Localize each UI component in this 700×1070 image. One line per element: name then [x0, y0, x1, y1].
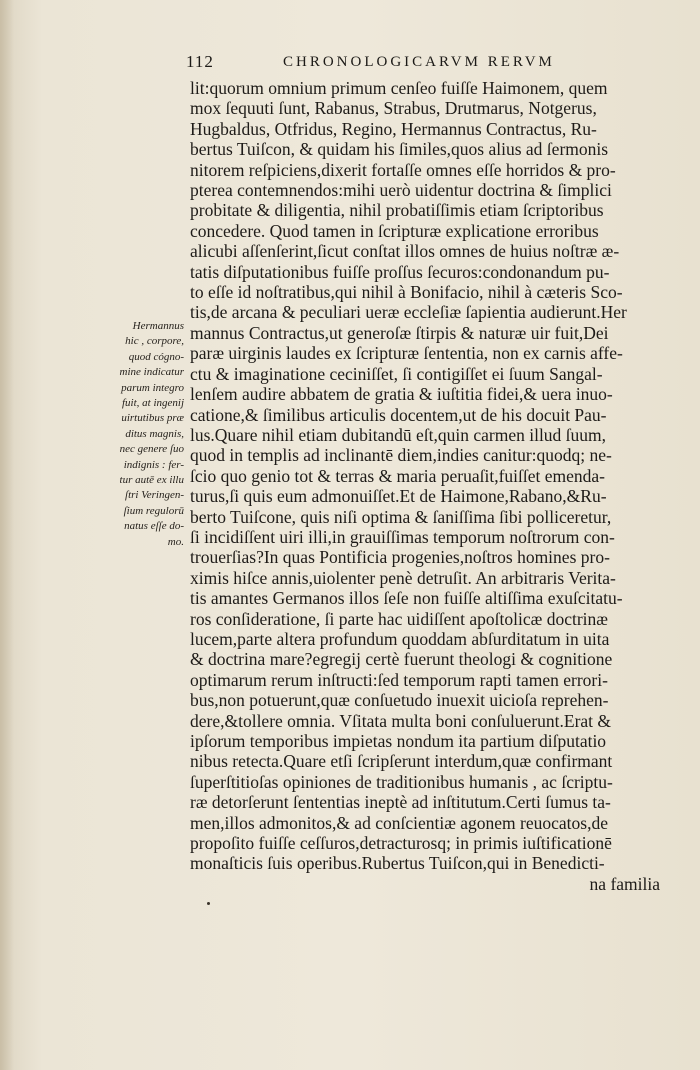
- margin-note-line: Hermannus: [132, 320, 184, 332]
- margin-note-line: natus eſſe do-: [124, 520, 184, 533]
- margin-note-line: hic , corpore,: [125, 335, 184, 348]
- text-line: lus.Quare nihil etiam dubitandū eſt,quin carmen illud ſuum,: [190, 424, 607, 445]
- text-line: ræ detorſerunt ſententias ineptè ad inſtitutum.Certi ſumus ta-: [190, 792, 611, 813]
- page-edge-shadow: [0, 0, 14, 1070]
- text-line: ſcio quo genio tot & terras & maria peruaſit,fuiſſet emenda-: [190, 465, 606, 486]
- text-line: to eſſe id noſtratibus,qui nihil à Bonifacio, nihil à cæteris Sco-: [190, 282, 623, 303]
- text-line: tis,de arcana & peculiari ueræ eccleſiæ ſapientia audierunt.Her: [190, 302, 627, 323]
- text-line: alicubi aſſenſerint,ſicut conſtat illos omnes de huius noſtræ æ-: [190, 241, 620, 262]
- text-line: trouerſias?In quas Pontificia progenies,noſtros homines pro-: [190, 547, 610, 568]
- text-line: nitorem reſpiciens,dixerit fortaſſe omnes eſſe horridos & pro-: [190, 159, 616, 180]
- text-line: lit:quorum omnium primum cenſeo fuiſſe Haimonem, quem: [190, 78, 608, 98]
- text-line: turus,ſi quis eum admonuiſſet.Et de Haimone,Rabano,&Ru-: [190, 486, 607, 507]
- text-line: ſuperſtitioſas opiniones de traditionibus humanis , ac ſcriptu-: [190, 771, 613, 792]
- text-line: berto Tuiſcone, quis niſi optima & ſaniſſima ſibi polliceretur,: [190, 506, 612, 527]
- margin-note-line: fuit, at ingenij: [121, 397, 184, 410]
- margin-note-line: ſtri Veringen-: [125, 489, 184, 502]
- text-line: & doctrina mare?egregij certè fuerunt theologi & cognitione: [190, 649, 613, 670]
- text-line: propoſito fuiſſe ceſſuros,detracturosq; in primis iuſtificationē: [190, 833, 612, 854]
- margin-note-line: quod cógno-: [128, 350, 184, 363]
- text-line: optimarum rerum inſtructi:ſed temporum rapti tamen errori-: [190, 669, 608, 690]
- margin-note-line: nec genere ſuo: [119, 443, 184, 456]
- text-line: ctu & imaginatione ceciniſſet, ſi contigiſſet ei ſuum Sangal-: [190, 363, 603, 384]
- margin-note-line: indignis : fer-: [123, 458, 184, 471]
- text-line: dere,&tollere omnia. Vſitata multa boni conſuluerunt.Erat &: [190, 710, 612, 731]
- text-line: concedere. Quod tamen in ſcripturæ explicatione erroribus: [190, 220, 599, 241]
- text-line: tatis diſputationibus fuiſſe proſſus ſecuros:condonandum pu-: [190, 261, 610, 282]
- text-line: tis amantes Germanos illos ſeſe non fuiſſe altiſſima exuſcitatu-: [190, 588, 623, 609]
- margin-note-line: uirtutibus præ: [121, 412, 184, 425]
- text-line: men,illos admonitos,& ad conſcientiæ agonem reuocatos,de: [190, 812, 608, 833]
- text-line: ſi incidiſſent uiri illi,in grauiſſimas temporum noſtrorum con-: [190, 526, 615, 547]
- margin-note-line: tur autē ex illu: [119, 474, 184, 487]
- text-line: ipſorum temporibus impietas nondum ita partium diſputatio: [190, 731, 607, 751]
- text-line: monaſticis ſuis operibus.Rubertus Tuiſcon,qui in Benedicti-: [190, 853, 605, 874]
- text-line: bertus Tuiſcon, & quidam his ſimiles,quos alius ad ſermonis: [190, 139, 609, 160]
- text-line: nibus retecta.Quare etſi ſcripſerunt interdum,quæ confirmant: [190, 751, 613, 772]
- margin-note-line: ditus magnis,: [125, 427, 184, 440]
- body-text: [190, 78, 660, 894]
- text-line: mannus Contractus,ut generoſæ ſtirpis & naturæ uir fuit,Dei: [190, 322, 609, 343]
- text-line: lenſem audire abbatem de gratia & iuſtitia fidei,& uera inuo-: [190, 384, 613, 405]
- margin-note-line: mo.: [167, 535, 184, 548]
- text-line: probitate & diligentia, nihil probatiſſimis etiam ſcriptoribus: [190, 200, 604, 221]
- text-line: catione,& ſimilibus articulis docentem,ut de his docuit Pau-: [190, 404, 607, 425]
- text-line: quod in templis ad inclinantē diem,indies canitur:quodq; ne-: [190, 445, 612, 466]
- text-line: ximis hiſce annis,uiolenter penè detruſit. An arbitraris Verita-: [190, 567, 616, 588]
- text-line: paræ uirginis laudes ex ſcripturæ ſententia, non ex carnis affe-: [190, 343, 623, 364]
- text-line: ros conſideratione, ſi parte hac uidiſſent apoſtolicæ doctrinæ: [190, 608, 608, 629]
- catchword-line: na familia: [589, 873, 660, 894]
- page-header: [186, 52, 656, 78]
- text-line: pterea contemnendos:mihi uerò uidentur doctrina & ſimplici: [190, 180, 612, 201]
- text-line: Hugbaldus, Otfridus, Regino, Hermannus Contractus, Ru-: [190, 118, 597, 139]
- ink-speck: [207, 902, 210, 905]
- text-line: bus,non potuerunt,quæ conſuetudo inuexit uicioſa reprehen-: [190, 690, 609, 711]
- text-line: lucem,parte altera profundum quoddam abſurditatum in uita: [190, 628, 610, 649]
- margin-note-line: ſium regulorū: [123, 504, 184, 517]
- running-title: CHRONOLOGICARVM RERVM: [283, 54, 555, 70]
- text-line: mox ſequuti ſunt, Rabanus, Strabus, Drutmarus, Notgerus,: [190, 98, 597, 119]
- margin-note-line: parum integro: [121, 381, 184, 394]
- margin-note-line: mine indicatur: [119, 366, 184, 379]
- margin-note: [106, 319, 184, 550]
- folio-number: 112: [186, 52, 214, 71]
